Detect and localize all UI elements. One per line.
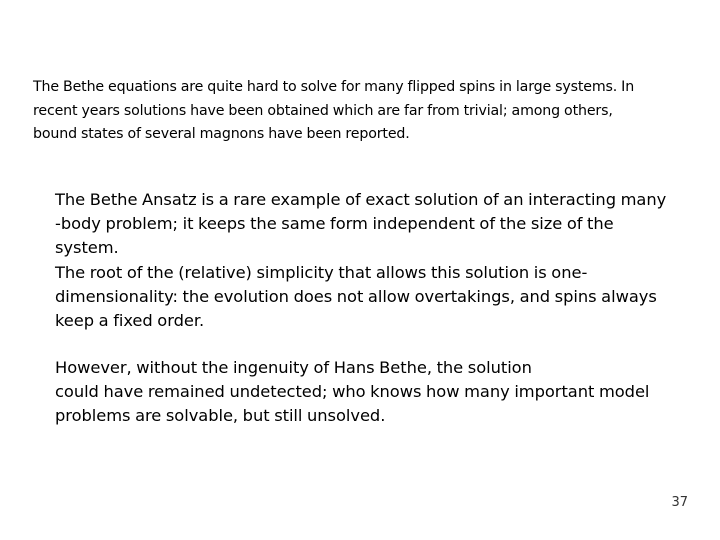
ansatz-line-2: -body problem; it keeps the same form independent of the size of the — [55, 214, 614, 234]
ansatz-line-1: The Bethe Ansatz is a rare example of exact solution of an interacting many — [55, 190, 667, 209]
intro-line-2: recent years solutions have been obtained which are far from trivial; among others, — [33, 102, 613, 119]
intro-paragraph — [33, 76, 693, 147]
simplicity-line-2: dimensionality: the evolution does not allow overtakings, and spins always — [55, 286, 657, 306]
ansatz-text-block — [55, 188, 695, 333]
simplicity-line-3: keep a fixed order. — [55, 311, 205, 331]
intro-line-3: bound states of several magnons have been reported. — [33, 126, 410, 142]
closing-paragraph — [55, 356, 695, 429]
ansatz-paragraph — [55, 188, 695, 261]
closing-line-3: problems are solvable, but still unsolved. — [55, 406, 386, 426]
closing-line-2: could have remained undetected; who knows how many important model — [55, 382, 650, 402]
page-number: 37 — [671, 495, 688, 510]
closing-line-1: However, without the ingenuity of Hans Bethe, the solution — [55, 358, 532, 377]
intro-line-1: The Bethe equations are quite hard to solve for many flipped spins in large systems. In — [33, 79, 635, 95]
simplicity-line-1: The root of the (relative) simplicity that allows this solution is one- — [55, 262, 588, 282]
simplicity-paragraph — [55, 261, 695, 334]
ansatz-line-3: system. — [55, 238, 119, 258]
